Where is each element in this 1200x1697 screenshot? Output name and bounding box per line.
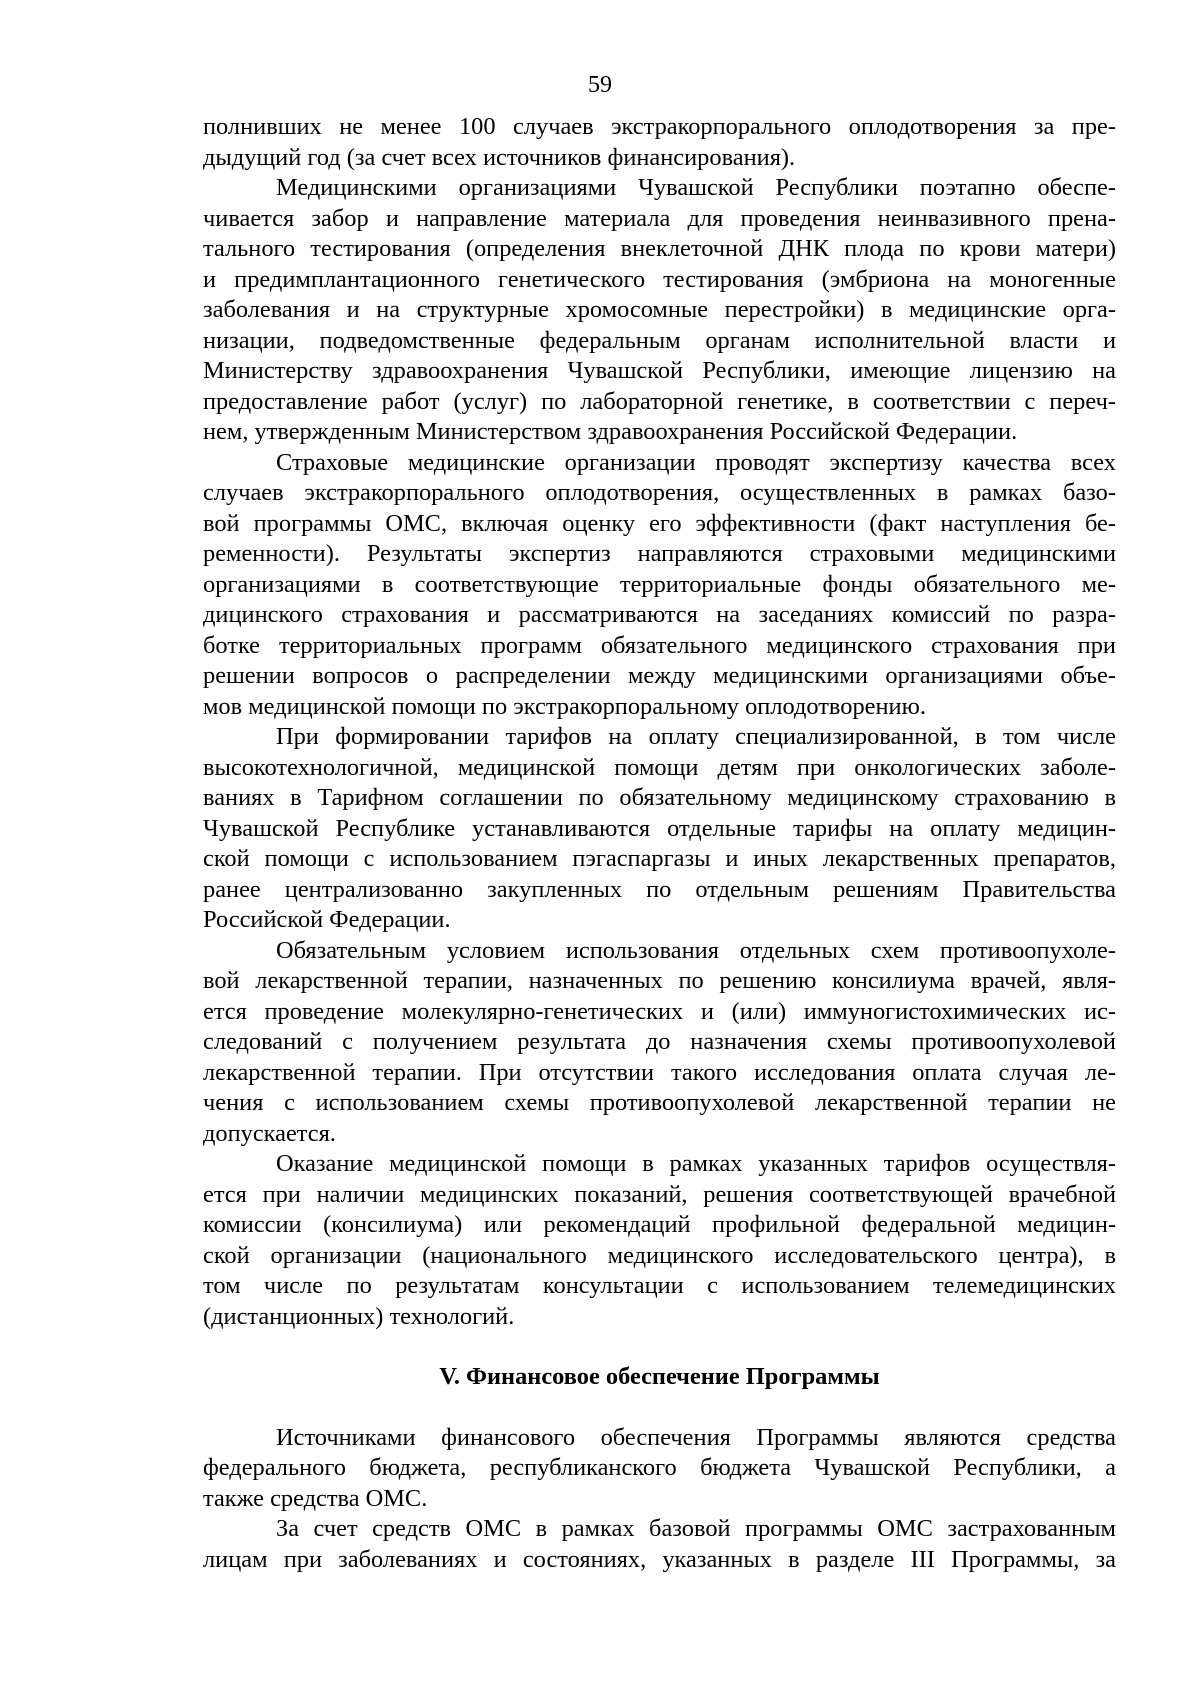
text-line: ской организации (национального медицинского исследовательского центра), в: [203, 1241, 1116, 1269]
text-line: также средства ОМС.: [203, 1484, 428, 1512]
paragraph: [203, 112, 1116, 173]
text-line: федерального бюджета, республиканского бюджета Чувашской Республики, а: [203, 1454, 1116, 1481]
text-line: При формировании тарифов на оплату специализированной, в том числе: [276, 723, 1116, 750]
text-line: тального тестирования (определения внеклеточной ДНК плода по крови матери): [203, 235, 1116, 262]
text-line: мов медицинской помощи по экстракорпоральному оплодотворению.: [203, 692, 926, 720]
text-line: Обязательным условием использования отдельных схем противоопухоле-: [276, 936, 1116, 964]
spacer: [203, 1393, 1116, 1423]
text-line: вой программы ОМС, включая оценку его эффективности (факт наступления бе-: [203, 509, 1116, 537]
text-line: (дистанционных) технологий.: [203, 1302, 515, 1330]
text-line: чивается забор и направление материала для проведения неинвазивного прена-: [203, 204, 1116, 232]
text-line: дицинского страхования и рассматриваются на заседаниях комиссий по разра-: [203, 601, 1116, 628]
text-line: чения с использованием схемы противоопухолевой лекарственной терапии не: [203, 1089, 1116, 1116]
text-line: предоставление работ (услуг) по лабораторной генетике, в соответствии с переч-: [203, 387, 1116, 415]
spacer: [203, 1332, 1116, 1362]
text-line: ваниях в Тарифном соглашении по обязательному медицинскому страхованию в: [203, 784, 1116, 811]
text-line: За счет средств ОМС в рамках базовой программы ОМС застрахованным: [276, 1515, 1116, 1542]
text-line: организациями в соответствующие территориальные фонды обязательного ме-: [203, 570, 1116, 598]
text-line: следований с получением результата до назначения схемы противоопухолевой: [203, 1028, 1116, 1055]
text-line: низации, подведомственные федеральным органам исполнительной власти и: [203, 326, 1116, 354]
text-line: нем, утвержденным Министерством здравоохранения Российской Федерации.: [203, 418, 1018, 445]
text-line: Медицинскими организациями Чувашской Республики поэтапно обеспе-: [276, 174, 1116, 201]
document-body: [203, 112, 1116, 1575]
paragraph: [203, 1514, 1116, 1575]
paragraph: [203, 1149, 1116, 1332]
paragraph: [203, 936, 1116, 1150]
text-line: решении вопросов о распределении между медицинскими организациями объе-: [203, 662, 1116, 689]
text-line: и предимплантационного генетического тестирования (эмбриона на моногенные: [203, 265, 1116, 293]
text-line: лекарственной терапии. При отсутствии такого исследования оплата случая ле-: [203, 1058, 1116, 1086]
text-line: Оказание медицинской помощи в рамках указанных тарифов осуществля-: [276, 1150, 1116, 1177]
section-heading: V. Финансовое обеспечение Программы: [439, 1363, 880, 1390]
text-line: ботке территориальных программ обязательного медицинского страхования при: [203, 631, 1116, 659]
text-line: допускается.: [203, 1119, 336, 1147]
text-line: случаев экстракорпорального оплодотворения, осуществленных в рамках базо-: [203, 479, 1116, 506]
text-line: ется при наличии медицинских показаний, решения соответствующей врачебной: [203, 1180, 1116, 1208]
text-line: дыдущий год (за счет всех источников финансирования).: [203, 143, 796, 171]
text-line: ременности). Результаты экспертиз направляются страховыми медицинскими: [203, 540, 1116, 567]
text-line: Российской Федерации.: [203, 906, 451, 933]
paragraph: [203, 173, 1116, 448]
text-line: Страховые медицинские организации проводят экспертизу качества всех: [276, 448, 1116, 476]
text-line: ской помощи с использованием пэгаспаргазы и иных лекарственных препаратов,: [203, 845, 1116, 872]
text-line: полнивших не менее 100 случаев экстракорпорального оплодотворения за пре-: [203, 113, 1116, 140]
paragraph: [203, 448, 1116, 723]
text-line: комиссии (консилиума) или рекомендаций профильной федеральной медицин-: [203, 1211, 1116, 1238]
page-number: 59: [588, 72, 612, 98]
text-line: вой лекарственной терапии, назначенных по решению консилиума врачей, явля-: [203, 967, 1116, 994]
paragraph: [203, 722, 1116, 936]
text-line: заболевания и на структурные хромосомные перестройки) в медицинские орга-: [203, 296, 1116, 323]
text-line: лицам при заболеваниях и состояниях, указанных в разделе III Программы, за: [203, 1545, 1116, 1573]
text-block-before-heading: [203, 112, 1116, 1332]
text-block-after-heading: [203, 1423, 1116, 1576]
text-line: Министерству здравоохранения Чувашской Республики, имеющие лицензию на: [203, 357, 1116, 384]
text-line: ранее централизованно закупленных по отдельным решениям Правительства: [203, 875, 1116, 903]
text-line: ется проведение молекулярно-генетических и (или) иммуногистохимических ис-: [203, 997, 1116, 1025]
text-line: высокотехнологичной, медицинской помощи детям при онкологических заболе-: [203, 753, 1116, 781]
paragraph: [203, 1423, 1116, 1515]
text-line: Источниками финансового обеспечения Программы являются средства: [276, 1423, 1116, 1451]
text-line: том числе по результатам консультации с использованием телемедицинских: [203, 1272, 1116, 1299]
text-line: Чувашской Республике устанавливаются отдельные тарифы на оплату медицин-: [203, 814, 1116, 842]
